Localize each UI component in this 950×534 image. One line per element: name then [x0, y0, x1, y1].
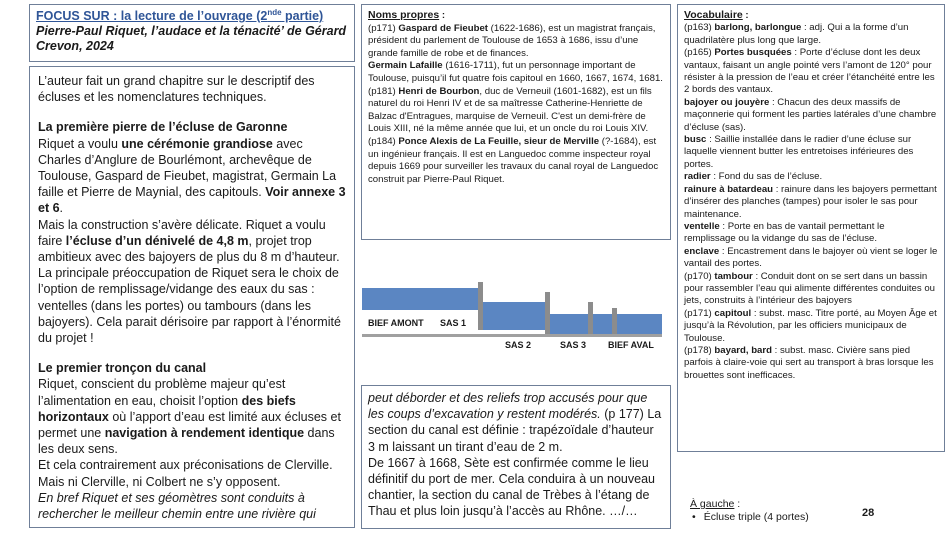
water-bief-amont — [362, 288, 482, 310]
note-fieubet: (p171) Gaspard de Fieubet (1622-1686), est un magistrat français, président du parlement de Toulouse de 1653 à 1686, issu d’une grande famille de robe et de finances. — [368, 22, 656, 59]
paragraph-clerville: Et cela contrairement aux préconisations de Clerville. Mais ni Clerville, ni Colbert ne s’y opposent. — [38, 458, 333, 489]
title-box — [29, 4, 355, 62]
vocab-entry: (p170) tambour : Conduit dont on se sert dans un bassin pour rassembler l’eau qui alimente différentes conduites ou jets, construits à l’intérieur des bajoyers — [684, 270, 936, 307]
vocab-entry: (p163) barlong, barlongue : adj. Qui a la forme d’un quadrilatère plus long que large. — [684, 22, 909, 46]
continuation-paragraph-2: De 1667 à 1668, Sète est confirmée comme le lieu définitif du port de mer. Cela conduira à un nouveau chantier, la section du canal de Trèbes à l’étang de Thau et plus loin jusqu’à l’accès au Rhône. …/… — [368, 455, 655, 519]
paragraph-ceremonie: Riquet a voulu une cérémonie grandiose avec Charles d’Anglure de Bourlémont, archevêque de Toulouse, Gaspard de Fieubet, magistrat, Germain La faille et Pierre de Maynial, des capitouls. Voir annexe 3 et 6. — [38, 136, 346, 216]
vocab-entry: ventelle : Porte en bas de vantail permettant le remplissage ou la vidange du sas de l’écluse. — [684, 220, 885, 245]
vocab-entry: (p165) Portes busquées : Porte d’écluse dont les deux vantaux, faisant un angle pointé vers l’amont de 120° pour résister à la pression de l’eau et créer l’étanchéité entre les 2 bords des vantaux. — [684, 47, 935, 96]
water-sas-2 — [482, 302, 548, 330]
vocabulary-list — [684, 22, 938, 382]
continuation-box — [361, 385, 671, 529]
page-number: 28 — [862, 507, 875, 519]
proper-names-heading: Noms propres : — [368, 9, 446, 21]
lock-wall-1 — [478, 282, 483, 330]
vocab-entry: busc : Saillie installée dans le radier d’une écluse sur laquelle viennent butter les entretoises inférieures des portes. — [684, 134, 914, 170]
caption-item: • Écluse triple (4 portes) — [692, 511, 809, 523]
triple-lock-diagram — [362, 262, 662, 352]
note-lafaille: Germain Lafaille (1616-1711), fut un personnage important de Toulouse, puisqu’il fut quatre fois capitoul en 1660, 1667, 1674, 1681. — [368, 60, 663, 84]
lock-floor — [362, 334, 662, 337]
paragraph-preoccupation: La principale préoccupation de Riquet sera le choix de l’option de remplissage/vidange des eaux du sas : ventelles (dans les portes) ou tambours (dans les bajoyers). Cela parait dérisoire par rapport à l’énormité du projet ! — [38, 266, 341, 346]
paragraph-alimentation: Riquet, conscient du problème majeur qu’est l’alimentation en eau, choisit l’option des biefs horizontaux où l’apport d’eau est limité aux écluses et permet une navigation à rendement identique dans les deux sens. — [38, 377, 341, 457]
water-bief-aval — [594, 314, 662, 334]
book-title-text: Pierre-Paul Riquet, l’audace et la ténacité’ — [36, 24, 284, 39]
focus-end: partie) — [281, 9, 324, 24]
label-sas-3: SAS 3 — [560, 340, 587, 350]
section-heading-troncon: Le premier tronçon du canal — [38, 361, 207, 376]
caption-heading: À gauche : — [690, 498, 741, 510]
paragraph-construction: Mais la construction s’avère délicate. Riquet a voulu faire l’écluse d’un dénivelé de 4,8 m, projet trop ambitieux avec des bajoyers de plus du 8 m d’hauteur. — [38, 217, 340, 265]
vocabulary-heading: Vocabulaire : — [684, 9, 749, 21]
lock-wall-3 — [588, 302, 593, 336]
book-title — [36, 24, 348, 54]
lock-wall-2 — [545, 292, 550, 336]
label-sas-1: SAS 1 — [440, 318, 467, 328]
book-author: de Gérard Crevon, 2024 — [36, 24, 347, 54]
vocab-entry: bajoyer ou jouyère : Chacun des deux massifs de maçonnerie qui forment les parties latérales d’une chambre d’écluse (sas). — [684, 96, 937, 133]
label-bief-amont: BIEF AMONT — [368, 318, 424, 328]
focus-heading — [36, 8, 348, 23]
label-sas-2: SAS 2 — [505, 340, 532, 350]
image-caption — [690, 498, 809, 524]
vocab-entry: (p178) bayard, bard : subst. masc. Civière sans pied parfois à claire-voie qui sert au transport à bras lorsque les brouettes sont inefficaces. — [684, 344, 934, 381]
water-sas-3 — [548, 314, 594, 334]
intro-paragraph: L’auteur fait un grand chapitre sur le descriptif des écluses et les nomenclatures techniques. — [38, 74, 315, 105]
continuation-paragraph-1: peut déborder et des reliefs trop accusés pour que les coups d’excavation y restent modérés. (p 177) La section du canal est définie : trapézoïdale d’hauteur 3 m laissant un tirant d’eau de 2 m. — [368, 391, 662, 454]
section-heading-ecluse: La première pierre de l’écluse de Garonne — [38, 120, 288, 135]
focus-label: FOCUS SUR : la lecture de l’ouvrage (2 — [36, 9, 268, 24]
focus-sup: nde — [267, 8, 282, 17]
lock-wall-4 — [612, 308, 617, 336]
main-text-box — [29, 66, 355, 528]
paragraph-en-bref: En bref Riquet et ses géomètres sont conduits à rechercher le meilleur chemin entre une rivière qui — [38, 490, 316, 522]
note-bourbon: (p181) Henri de Bourbon, duc de Verneuil (1601-1682), est un fils naturel du roi Henri IV et de sa maîtresse Catherine-Henriette de Balzac d'Entragues, marquise de Verneuil. C'est un demi-frère de Louis XIII, né la même année que lui, et un oncle du roi Louis XIV. — [368, 85, 652, 135]
vocabulary-box — [677, 4, 945, 452]
vocab-entry: radier : Fond du sas de l’écluse. — [684, 171, 823, 183]
vocab-entry: (p171) capitoul : subst. masc. Titre porté, au Moyen Âge et jusqu’à la Révolution, par les officiers municipaux de Toulouse. — [684, 307, 937, 344]
note-merville: (p184) Ponce Alexis de La Feuille, sieur de Merville (?-1684), est un ingénieur français. Il est en Languedoc comme inspecteur royal depuis 1669 pour surveiller les travaux du canal royal de Languedoc construit par Pierre-Paul Riquet. — [368, 135, 659, 185]
proper-names-box — [361, 4, 671, 240]
vocab-entry: enclave : Encastrement dans le bajoyer où vient se loger le vantail des portes. — [684, 245, 938, 270]
vocab-entry: rainure à batardeau : rainure dans les bajoyers permettant d’insérer des planches (tampes) pour isoler le sas pour maintenance. — [684, 183, 937, 220]
label-bief-aval: BIEF AVAL — [608, 340, 654, 350]
